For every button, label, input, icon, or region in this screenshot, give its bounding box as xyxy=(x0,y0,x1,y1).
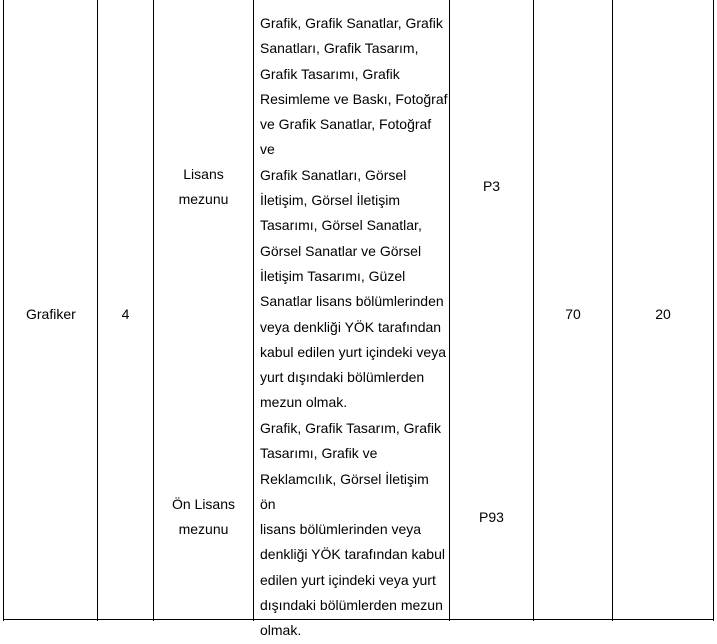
job-title-cell: Grafiker xyxy=(26,306,76,322)
education-level-label: Lisans mezunu xyxy=(178,166,229,208)
column-border xyxy=(713,0,714,621)
department-requirements-text: Grafik, Grafik Tasarım, Grafik Tasarımı, Grafik ve Reklamcılık, Görsel İletişim ön lisans bölümlerinden veya denkliği YÖK tarafından kabul edilen yurt içindeki veya yurt dışındaki bölümlerden mezun olmak. xyxy=(260,420,445,639)
position-count-cell: 4 xyxy=(121,306,130,322)
quota-cell: 70 xyxy=(565,306,581,322)
column-border xyxy=(253,0,254,621)
score-type-cell: P3 xyxy=(482,178,501,194)
quota-cell: 20 xyxy=(655,306,671,322)
column-border xyxy=(3,0,4,621)
education-level-label: Ön Lisans mezunu xyxy=(171,496,236,538)
score-type-cell: P93 xyxy=(479,509,504,525)
department-requirements-text: Grafik, Grafik Sanatlar, Grafik Sanatları, Grafik Tasarım, Grafik Tasarımı, Grafik Resimleme ve Baskı, Fotoğraf ve Grafik Sanatlar, Fotoğraf ve Grafik Sanatları, Görsel İletişim, Görsel İletişim Tasarımı, Görsel Sanatlar, Görsel Sanatlar ve Görsel İletişim Tasarımı, Güzel Sanatlar lisans bölümlerinden veya denkliği YÖK tarafından kabul edilen yurt içindeki veya yurt dışındaki bölümlerden mezun olmak. xyxy=(260,15,448,411)
